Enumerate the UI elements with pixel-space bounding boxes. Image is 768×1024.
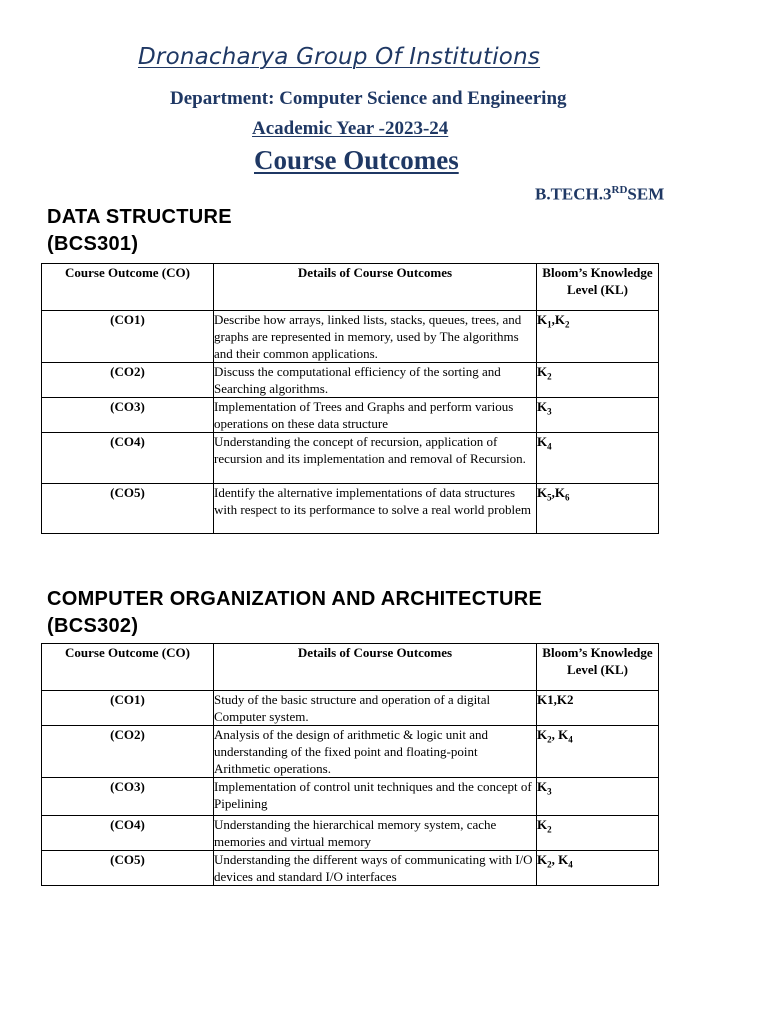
co-knowledge-level-cell <box>537 726 659 778</box>
co-id-cell: (CO4) <box>42 433 214 484</box>
semester-suffix: SEM <box>627 184 665 204</box>
kl-subscript: 2 <box>547 371 552 382</box>
co-id-cell: (CO2) <box>42 363 214 398</box>
kl-letter: K <box>537 485 548 500</box>
co-id-cell: (CO3) <box>42 398 214 433</box>
course-outcomes-table <box>41 643 659 886</box>
table-header-row <box>42 264 659 311</box>
kl-subscript: 2 <box>547 859 552 870</box>
co-details-cell: Implementation of control unit techniques and the concept of Pipelining <box>214 778 537 816</box>
table-row <box>42 851 659 886</box>
header-course-outcome: Course Outcome (CO) <box>42 644 214 691</box>
table-header-row <box>42 644 659 691</box>
co-details-cell: Understanding the different ways of communicating with I/O devices and standard I/O interfaces <box>214 851 537 886</box>
kl-letter: K <box>537 312 548 327</box>
kl-subscript: 2 <box>565 319 570 330</box>
semester-label <box>535 184 664 205</box>
co-id-cell: (CO1) <box>42 311 214 363</box>
header-details: Details of Course Outcomes <box>214 644 537 691</box>
header-details: Details of Course Outcomes <box>214 264 537 311</box>
kl-subscript: 3 <box>547 406 552 417</box>
co-details-cell: Understanding the concept of recursion, application of recursion and its implementation and removal of Recursion. <box>214 433 537 484</box>
table-row <box>42 816 659 851</box>
co-knowledge-level-cell <box>537 311 659 363</box>
kl-subscript: 4 <box>568 859 573 870</box>
co-knowledge-level-cell <box>537 691 659 726</box>
institution-name: Dronacharya Group Of Institutions <box>138 44 541 70</box>
department-title: Department: Computer Science and Engineering <box>170 88 567 109</box>
kl-subscript: 6 <box>565 492 570 503</box>
co-id-cell: (CO5) <box>42 851 214 886</box>
co-knowledge-level-cell <box>537 484 659 534</box>
table-row <box>42 484 659 534</box>
subject-heading <box>47 204 232 258</box>
kl-letter: K <box>537 364 548 379</box>
co-details-cell: Identify the alternative implementations of data structures with respect to its performance to solve a real world problem <box>214 484 537 534</box>
kl-letter: ,K <box>551 312 565 327</box>
table-row <box>42 311 659 363</box>
kl-letter: K <box>537 727 548 742</box>
kl-subscript: 2 <box>547 734 552 745</box>
kl-letter: , K <box>551 727 569 742</box>
subject-heading <box>47 586 542 640</box>
kl-subscript: 4 <box>547 441 552 452</box>
kl-letter: ,K <box>551 485 565 500</box>
co-id-cell: (CO4) <box>42 816 214 851</box>
table-row <box>42 778 659 816</box>
subject-code: (BCS302) <box>47 615 139 637</box>
header-knowledge-level: Bloom’s Knowledge Level (KL) <box>537 264 659 311</box>
course-outcomes-table <box>41 263 659 534</box>
kl-letter: K1,K2 <box>537 692 574 707</box>
subject-name: COMPUTER ORGANIZATION AND ARCHITECTURE <box>47 588 543 610</box>
co-details-cell: Understanding the hierarchical memory system, cache memories and virtual memory <box>214 816 537 851</box>
table-row <box>42 433 659 484</box>
subject-code: (BCS301) <box>47 233 139 255</box>
co-id-cell: (CO3) <box>42 778 214 816</box>
co-details-cell: Discuss the computational efficiency of the sorting and Searching algorithms. <box>214 363 537 398</box>
co-knowledge-level-cell <box>537 851 659 886</box>
co-knowledge-level-cell <box>537 398 659 433</box>
kl-subscript: 1 <box>547 319 552 330</box>
table-row <box>42 363 659 398</box>
semester-superscript: RD <box>611 184 628 196</box>
kl-subscript: 3 <box>547 786 552 797</box>
co-knowledge-level-cell <box>537 363 659 398</box>
co-id-cell: (CO2) <box>42 726 214 778</box>
kl-letter: K <box>537 434 548 449</box>
subject-name: DATA STRUCTURE <box>47 206 232 228</box>
table-row <box>42 691 659 726</box>
co-details-cell: Analysis of the design of arithmetic & logic unit and understanding of the fixed point and floating-point Arithmetic operations. <box>214 726 537 778</box>
co-knowledge-level-cell <box>537 433 659 484</box>
semester-prefix: B.TECH.3 <box>535 184 612 204</box>
co-id-cell: (CO5) <box>42 484 214 534</box>
kl-letter: K <box>537 399 548 414</box>
header-course-outcome: Course Outcome (CO) <box>42 264 214 311</box>
page-title: Course Outcomes <box>254 145 459 175</box>
kl-letter: , K <box>551 852 569 867</box>
academic-year: Academic Year -2023-24 <box>252 118 449 139</box>
kl-subscript: 2 <box>547 824 552 835</box>
co-knowledge-level-cell <box>537 816 659 851</box>
table-row <box>42 398 659 433</box>
co-details-cell: Describe how arrays, linked lists, stacks, queues, trees, and graphs are represented in memory, used by The algorithms and their common applications. <box>214 311 537 363</box>
co-knowledge-level-cell <box>537 778 659 816</box>
co-details-cell: Study of the basic structure and operation of a digital Computer system. <box>214 691 537 726</box>
header-knowledge-level: Bloom’s Knowledge Level (KL) <box>537 644 659 691</box>
kl-letter: K <box>537 817 548 832</box>
co-details-cell: Implementation of Trees and Graphs and perform various operations on these data structure <box>214 398 537 433</box>
table-row <box>42 726 659 778</box>
co-id-cell: (CO1) <box>42 691 214 726</box>
kl-subscript: 5 <box>547 492 552 503</box>
kl-letter: K <box>537 779 548 794</box>
kl-subscript: 4 <box>568 734 573 745</box>
kl-letter: K <box>537 852 548 867</box>
